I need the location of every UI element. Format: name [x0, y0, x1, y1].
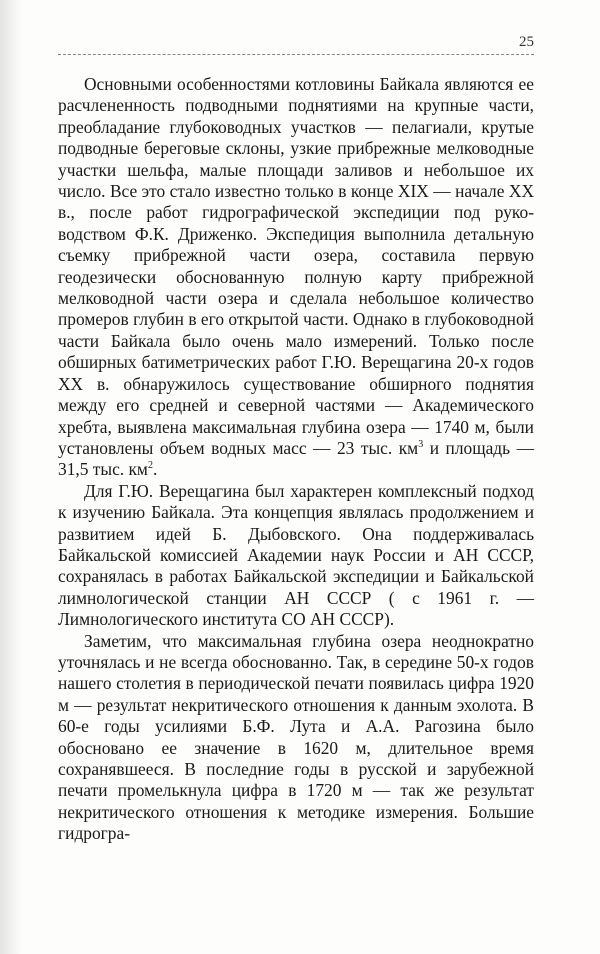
paragraph-3: Заметим, что максимальная глубина озера неоднократно уточнялась и не всегда обоснованно. Так, в середине 50-х годов нашего столетия в периодической печати появилась цифра 1920 м — результат некритического отношения к данным эхолота. В 60-е годы усилиями Б.Ф. Лута и А.А. Рагозина было обосновано ее значение в 1620 м, длительное время сохранявшееся. В последние годы в русской и зарубежной печати промелькнула цифра в 1720 м — так же результат некритического отношения к методике измерения. Большие гидрогра- — [58, 630, 534, 844]
superscript-cubic: 3 — [418, 439, 424, 451]
page-number: 25 — [519, 34, 534, 50]
binding-shadow — [0, 0, 22, 954]
superscript-square: 2 — [147, 460, 153, 472]
paragraph-1 — [58, 74, 534, 481]
body-text — [58, 74, 534, 845]
paragraph-1-text: Основными особенностями котловины Байкала являются ее расчлененность подводными поднятиями на крупные части, преобладание глубоководных участков — пелагиали, крутые подводные береговые склоны, узкие прибрежные мелководные участки шельфа, малые площади заливов и небольшое их число. Все это стало известно только в конце XIX — начале XX в., после работ гидрографической экспедиции под руководством Ф.К. Дриженко. Экспедиция выполнила детальную съемку прибрежной части озера, составила первую геодезически обоснованную полную карту прибрежной мелководной части озера и сделала небольшое количество промеров глубин в его открытой части. Однако в глубоководной части Байкала было очень мало измерений. Только после обширных батиметрических работ Г.Ю. Верещагина 20-х годов XX в. обнаружилось существование обширного поднятия между его средней и северной частями — Академического хребта, выявлена максимальная глубина озера — 1740 м, были установлены объем водных масс — 23 тыс. км — [58, 74, 534, 458]
header-rule — [58, 54, 534, 55]
paragraph-1-end: . — [152, 459, 158, 480]
paragraph-2: Для Г.Ю. Верещагина был характерен комплексный подход к изучению Байкала. Эта концепция являлась продолжением и развитием идей Б. Дыбовского. Она поддерживалась Байкальской комиссией Академии наук России и АН СССР, сохранялась в работах Байкальской экспедиции и Байкальской лимнологической станции АН СССР ( с 1961 г. — Лимнологического института СО АН СССР). — [58, 480, 534, 630]
paragraph-1-area: и площадь — 31,5 тыс. км — [58, 437, 534, 480]
